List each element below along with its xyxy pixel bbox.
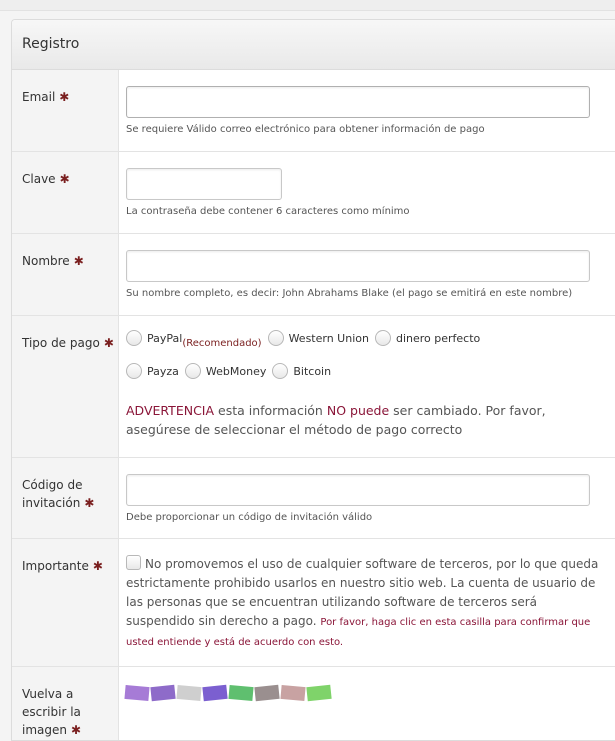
- captcha-image: [125, 686, 333, 700]
- captcha-glyph: [150, 685, 175, 701]
- agree-checkbox[interactable]: [126, 555, 141, 570]
- password-row: [12, 152, 615, 234]
- required-icon: ✱: [59, 172, 70, 186]
- invite-help: Debe proporcionar un código de invitación válido: [126, 512, 373, 523]
- password-input[interactable]: [126, 168, 282, 200]
- recommended-note: (Recomendado): [182, 337, 262, 349]
- captcha-glyph: [228, 685, 253, 701]
- email-row: [12, 70, 615, 152]
- captcha-glyph: [254, 685, 279, 701]
- captcha-label: Vuelva a escribir la imagen ✱: [12, 667, 119, 741]
- payment-option-bitcoin[interactable]: Bitcoin: [272, 363, 331, 379]
- payment-option-western-union[interactable]: Western Union: [268, 330, 369, 346]
- captcha-glyph: [280, 685, 305, 701]
- password-help: La contraseña debe contener 6 caracteres como mínimo: [126, 206, 410, 217]
- payment-label: Tipo de pago ✱: [12, 316, 119, 457]
- name-label: Nombre ✱: [12, 234, 119, 315]
- payment-warning: ADVERTENCIA esta información NO puede ser cambiado. Por favor, asegúrese de seleccionar el método de pago correcto: [126, 403, 546, 437]
- payment-options-row-1: [126, 330, 602, 349]
- radio-icon[interactable]: [268, 330, 284, 346]
- radio-icon[interactable]: [126, 363, 142, 379]
- invite-row: [12, 458, 615, 539]
- email-input[interactable]: [126, 86, 590, 118]
- email-help: Se requiere Válido correo electrónico para obtener información de pago: [126, 124, 485, 135]
- captcha-row: [12, 667, 615, 741]
- required-icon: ✱: [59, 90, 70, 104]
- required-icon: ✱: [70, 723, 82, 737]
- captcha-glyph: [176, 685, 201, 701]
- invite-code-input[interactable]: [126, 474, 590, 506]
- panel-title: Registro: [12, 20, 615, 70]
- important-text: No promovemos el uso de cualquier software de terceros, por lo que queda estrictamente prohibido usarlos en nuestro sitio web. La cuenta de usuario de las personas que se encuentran utilizando software de terceros será suspendido sin derecho a pago. Por favor, haga clic en esta casilla para confirmar que usted entiende y está de acuerdo con esto.: [126, 557, 599, 648]
- important-label: Importante ✱: [12, 539, 119, 666]
- top-strip: [0, 0, 615, 11]
- important-row: [12, 539, 615, 667]
- name-help: Su nombre completo, es decir: John Abrahams Blake (el pago se emitirá en este nombre): [126, 288, 573, 299]
- registration-panel: [11, 19, 615, 741]
- payment-options-row-2: [126, 363, 602, 379]
- name-row: [12, 234, 615, 316]
- email-label: Email ✱: [12, 70, 119, 151]
- required-icon: ✱: [92, 559, 103, 573]
- radio-icon[interactable]: [272, 363, 288, 379]
- payment-option-paypal[interactable]: PayPal (Recomendado): [126, 330, 262, 346]
- invite-label: Código de invitación ✱: [12, 458, 119, 538]
- payment-option-payza[interactable]: Payza: [126, 363, 179, 379]
- payment-row: [12, 316, 615, 458]
- required-icon: ✱: [84, 496, 95, 510]
- radio-icon[interactable]: [185, 363, 201, 379]
- radio-icon[interactable]: [126, 330, 142, 346]
- captcha-glyph: [306, 685, 331, 701]
- confirm-note: Por favor, haga clic en esta casilla para confirmar que usted entiende y está de acuerdo con esto.: [126, 617, 591, 648]
- radio-icon[interactable]: [375, 330, 391, 346]
- captcha-glyph: [124, 685, 149, 701]
- name-input[interactable]: [126, 250, 590, 282]
- password-label: Clave ✱: [12, 152, 119, 233]
- required-icon: ✱: [73, 254, 84, 268]
- payment-option-perfect-money[interactable]: dinero perfecto: [375, 330, 480, 346]
- captcha-glyph: [202, 685, 227, 701]
- payment-option-webmoney[interactable]: WebMoney: [185, 363, 266, 379]
- required-icon: ✱: [103, 336, 114, 350]
